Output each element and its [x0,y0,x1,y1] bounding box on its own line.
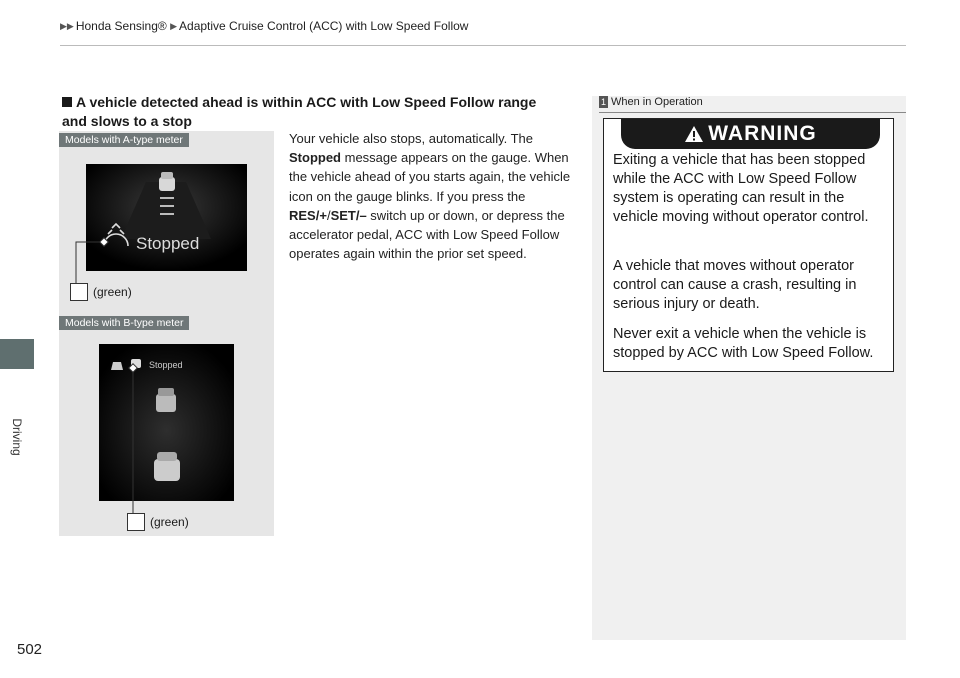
reference-title [599,96,703,108]
green-indicator-label-a [70,283,132,301]
green-indicator-label-b [127,513,189,531]
warning-title: WARNING [708,122,817,145]
color-label: (green) [93,285,132,299]
warning-header [621,119,880,149]
arrow-right-icon: ▶▶ [60,21,74,31]
color-label: (green) [150,515,189,529]
acc-vehicle-icon [70,283,88,301]
callout-line [70,236,110,286]
side-tab-marker [0,339,34,369]
set-keyword: SET/– [330,207,367,223]
breadcrumb [60,19,468,33]
reference-number: 1 [601,97,607,107]
header-divider [60,45,906,46]
warning-text: Exiting a vehicle that has been stopped while the ACC with Low Speed Follow system is operating can result in the vehicle moving without operator control. [613,152,869,225]
bullet-square-icon [62,97,72,107]
warning-text: Never exit a vehicle when the vehicle is stopped by ACC with Low Speed Follow. [613,326,874,361]
meter-a-image [86,164,247,271]
acc-vehicle-icon [127,513,145,531]
meter-b-stopped-text: Stopped [149,360,183,370]
body-paragraph: Your vehicle also stops, automatically. The Stopped message appears on the gauge. When the vehicle ahead of you starts again, the vehicle icon on the gauge blinks. If you press the RES/+/SET/– switch up or down, or depress the accelerator pedal, ACC with Low Speed Follow operates again within the prior set speed. [289,131,571,262]
breadcrumb-item[interactable]: Adaptive Cruise Control (ACC) with Low Speed Follow [179,19,469,33]
meter-a-stopped-text: Stopped [136,234,200,253]
warning-text: A vehicle that moves without operator control can cause a crash, resulting in serious injury or death. [613,258,857,312]
warning-triangle-icon [684,125,704,143]
reference-divider [599,112,906,113]
callout-line [127,360,139,516]
side-tab-label: Driving [10,418,24,456]
section-heading [62,93,562,131]
model-tag-a: Models with A-type meter [59,133,189,147]
arrow-right-icon: ▶ [170,21,178,31]
breadcrumb-item[interactable]: Honda Sensing® [75,19,167,33]
model-tag-b: Models with B-type meter [59,316,189,330]
res-keyword: RES/+ [289,207,327,223]
page-number: 502 [17,641,43,658]
section-heading-text: A vehicle detected ahead is within ACC with Low Speed Follow range and slows to a stop [62,94,537,129]
reference-title-text: When in Operation [611,96,703,108]
side-tab [2,402,32,472]
stopped-keyword: Stopped [289,150,341,166]
